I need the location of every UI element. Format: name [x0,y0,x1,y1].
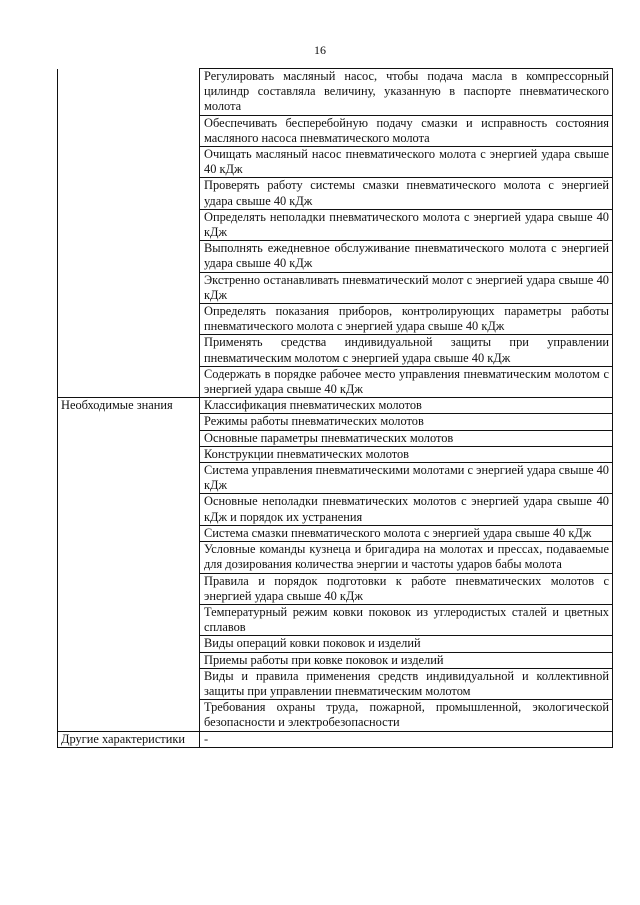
table-row [58,542,613,573]
table-row [58,573,613,604]
skill-item: Выполнять ежедневное обслуживание пневматического молота с энергией удара свыше 40 кДж [200,241,613,272]
knowledge-item: Температурный режим ковки поковок из углеродистых сталей и цветных сплавов [200,604,613,635]
category-cell-empty [58,604,200,635]
table-row [58,147,613,178]
other-characteristics-label: Другие характеристики [58,731,200,747]
knowledge-item: Основные параметры пневматических молотов [200,430,613,446]
competency-table [57,68,613,748]
table-row [58,414,613,430]
knowledge-item: Правила и порядок подготовки к работе пневматических молотов с энергией удара свыше 40 кДж [200,573,613,604]
table-row [58,209,613,240]
table-row [58,494,613,525]
knowledge-item: Классификация пневматических молотов [200,398,613,414]
category-cell-empty [58,272,200,303]
category-cell-empty [58,335,200,366]
table-row [58,335,613,366]
knowledge-label: Необходимые знания [58,398,200,414]
knowledge-item: Требования охраны труда, пожарной, промышленной, экологической безопасности и электробезопасности [200,700,613,731]
category-cell-empty [58,636,200,652]
knowledge-item: Система смазки пневматического молота с энергией удара свыше 40 кДж [200,525,613,541]
skill-item: Применять средства индивидуальной защиты при управлении пневматическим молотом с энергией удара свыше 40 кДж [200,335,613,366]
table-row [58,731,613,747]
category-cell-empty [58,115,200,146]
category-cell-empty [58,430,200,446]
table-row [58,700,613,731]
category-cell-empty [58,304,200,335]
table-row [58,636,613,652]
knowledge-item: Виды и правила применения средств индивидуальной и коллективной защиты при управлении пневматическим молотом [200,668,613,699]
other-characteristics-value: - [200,731,613,747]
table-row [58,463,613,494]
table-row [58,430,613,446]
category-cell-empty [58,147,200,178]
category-cell-empty [58,463,200,494]
knowledge-item: Виды операций ковки поковок и изделий [200,636,613,652]
skill-item: Определять показания приборов, контролирующих параметры работы пневматического молота с энергией удара свыше 40 кДж [200,304,613,335]
table-row [58,115,613,146]
skill-item: Очищать масляный насос пневматического молота с энергией удара свыше 40 кДж [200,147,613,178]
table-row [58,69,613,116]
skill-item: Обеспечивать бесперебойную подачу смазки и исправность состояния масляного насоса пневматического молота [200,115,613,146]
knowledge-item: Режимы работы пневматических молотов [200,414,613,430]
skill-item: Проверять работу системы смазки пневматического молота с энергией удара свыше 40 кДж [200,178,613,209]
table-row [58,366,613,397]
skill-item: Содержать в порядке рабочее место управления пневматическим молотом с энергией удара свыше 40 кДж [200,366,613,397]
knowledge-item: Приемы работы при ковке поковок и изделий [200,652,613,668]
knowledge-item: Конструкции пневматических молотов [200,446,613,462]
category-cell-empty [58,414,200,430]
table-row [58,446,613,462]
category-cell-empty [58,178,200,209]
category-cell-empty [58,366,200,397]
table-row [58,178,613,209]
category-cell-empty [58,525,200,541]
skill-item: Экстренно останавливать пневматический молот с энергией удара свыше 40 кДж [200,272,613,303]
category-cell-empty [58,209,200,240]
category-cell-empty [58,668,200,699]
knowledge-item: Основные неполадки пневматических молотов с энергией удара свыше 40 кДж и порядок их устранения [200,494,613,525]
knowledge-item: Система управления пневматическими молотами с энергией удара свыше 40 кДж [200,463,613,494]
table-row [58,272,613,303]
category-cell-empty [58,652,200,668]
skill-item: Определять неполадки пневматического молота с энергией удара свыше 40 кДж [200,209,613,240]
category-cell-empty [58,573,200,604]
table-row [58,604,613,635]
table-row [58,398,613,414]
page-number: 16 [314,43,326,57]
table-row [58,525,613,541]
category-cell-empty [58,446,200,462]
knowledge-item: Условные команды кузнеца и бригадира на молотах и прессах, подаваемые для дозирования количества энергии и частоты ударов бабы молота [200,542,613,573]
table-row [58,668,613,699]
category-cell-empty [58,494,200,525]
category-cell-empty [58,700,200,731]
category-cell-empty [58,69,200,116]
skill-item: Регулировать масляный насос, чтобы подача масла в компрессорный цилиндр составляла величину, указанную в паспорте пневматического молота [200,69,613,116]
category-cell-empty [58,241,200,272]
table-row [58,652,613,668]
table-row [58,304,613,335]
category-cell-empty [58,542,200,573]
table-row [58,241,613,272]
